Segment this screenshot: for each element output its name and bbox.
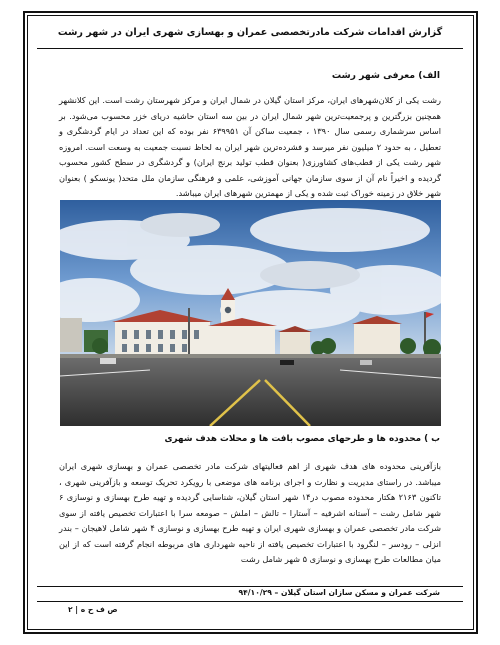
footer-divider xyxy=(37,586,463,587)
page-number: ص ف ح ه | ۲ xyxy=(68,605,118,614)
page-label: ص ف ح ه xyxy=(80,605,118,614)
section-a-heading: الف) معرفی شهر رشت xyxy=(331,70,440,81)
section-a-paragraph: رشت یکی از کلان‌شهرهای ایران، مرکز استان گیلان در شمال ایران و مرکز شهرستان رشت است. این کلانشهر همچنین بزرگترین و پرجمعیت‌ترین شهر شمال ایران در بین سه استان حاشیه دریای خزر محسوب می‌شود. بر اساس سرشماری رسمی سال ۱۳۹۰ ، جمعیت ساکن آن ۶۳۹۹۵۱ نفر بوده که این تعداد در ایام گردشگری و تعطیل ، به حدود ۲ میلیون نفر میرسد و فشرده‌ترین شهر ایران به لحاظ نسبت جمعیت به وسعت است. امروزه شهر رشت یکی از قطب‌های کشاورزی( بعنوان قطب تولید برنج ایران) و گردشگری در سطح کشور محسوب گردیده و اخیراً نام آن از سوی سازمان جهانی آموزشی، علمی و فرهنگی سازمان ملل متحد( یونسکو ) بعنوان شهر خلاق در زمینه خوراک ثبت شده و یکی از مهمترین شهرهای ایران میباشد. xyxy=(59,95,442,198)
page-number-divider xyxy=(37,601,463,602)
section-b-heading: ب ) محدوده ها و طرحهای مصوب بافت ها و محلات هدف شهری xyxy=(164,434,440,444)
section-b-paragraph: بازآفرینی محدوده های هدف شهری از اهم فعالیتهای شرکت مادر تخصصی عمران و بهسازی شهری ایران میباشد. در راستای مدیریت و نظارت و اجرای برنامه های موضعی با رویکرد تحریک توسعه و بازآفرینی شهری ، تاکنون ۲۱۶۳ هکتار محدوده مصوب در۱۴ شهر استان گیلان، شناسایی گردیده و تهیه طرح بهسازی و نوسازی ۶ شهر شامل رشت – آستانه اشرفیه – آستارا – تالش – املش – صومعه سرا با اعتبارات تخصیص یافته از سوی شرکت مادر تخصصی عمران و بهسازی شهری ایران و تهیه طرح بهسازی و نوسازی ۴ شهر شامل لاهیجان – بندر انزلی – رودسر – لنگرود با اعتبارات تخصیص یافته از ناحیه شهرداری های مربوطه انجام گرفته است که از این میان مطالعات طرح بهسازی و نوسازی ۵ شهر شامل رشت xyxy=(59,461,441,564)
document-title: گزارش اقدامات شرکت مادرتخصصی عمران و بهسازی شهری ایران در شهر رشت xyxy=(57,27,443,38)
page-number-value: ۲ xyxy=(68,605,73,614)
city-square-photo xyxy=(60,200,441,426)
footer-org: شرکت عمران و مسکن سازان استان گیلان – ۹۴/۱۰/۲۹ xyxy=(238,588,440,597)
title-divider xyxy=(37,48,463,49)
